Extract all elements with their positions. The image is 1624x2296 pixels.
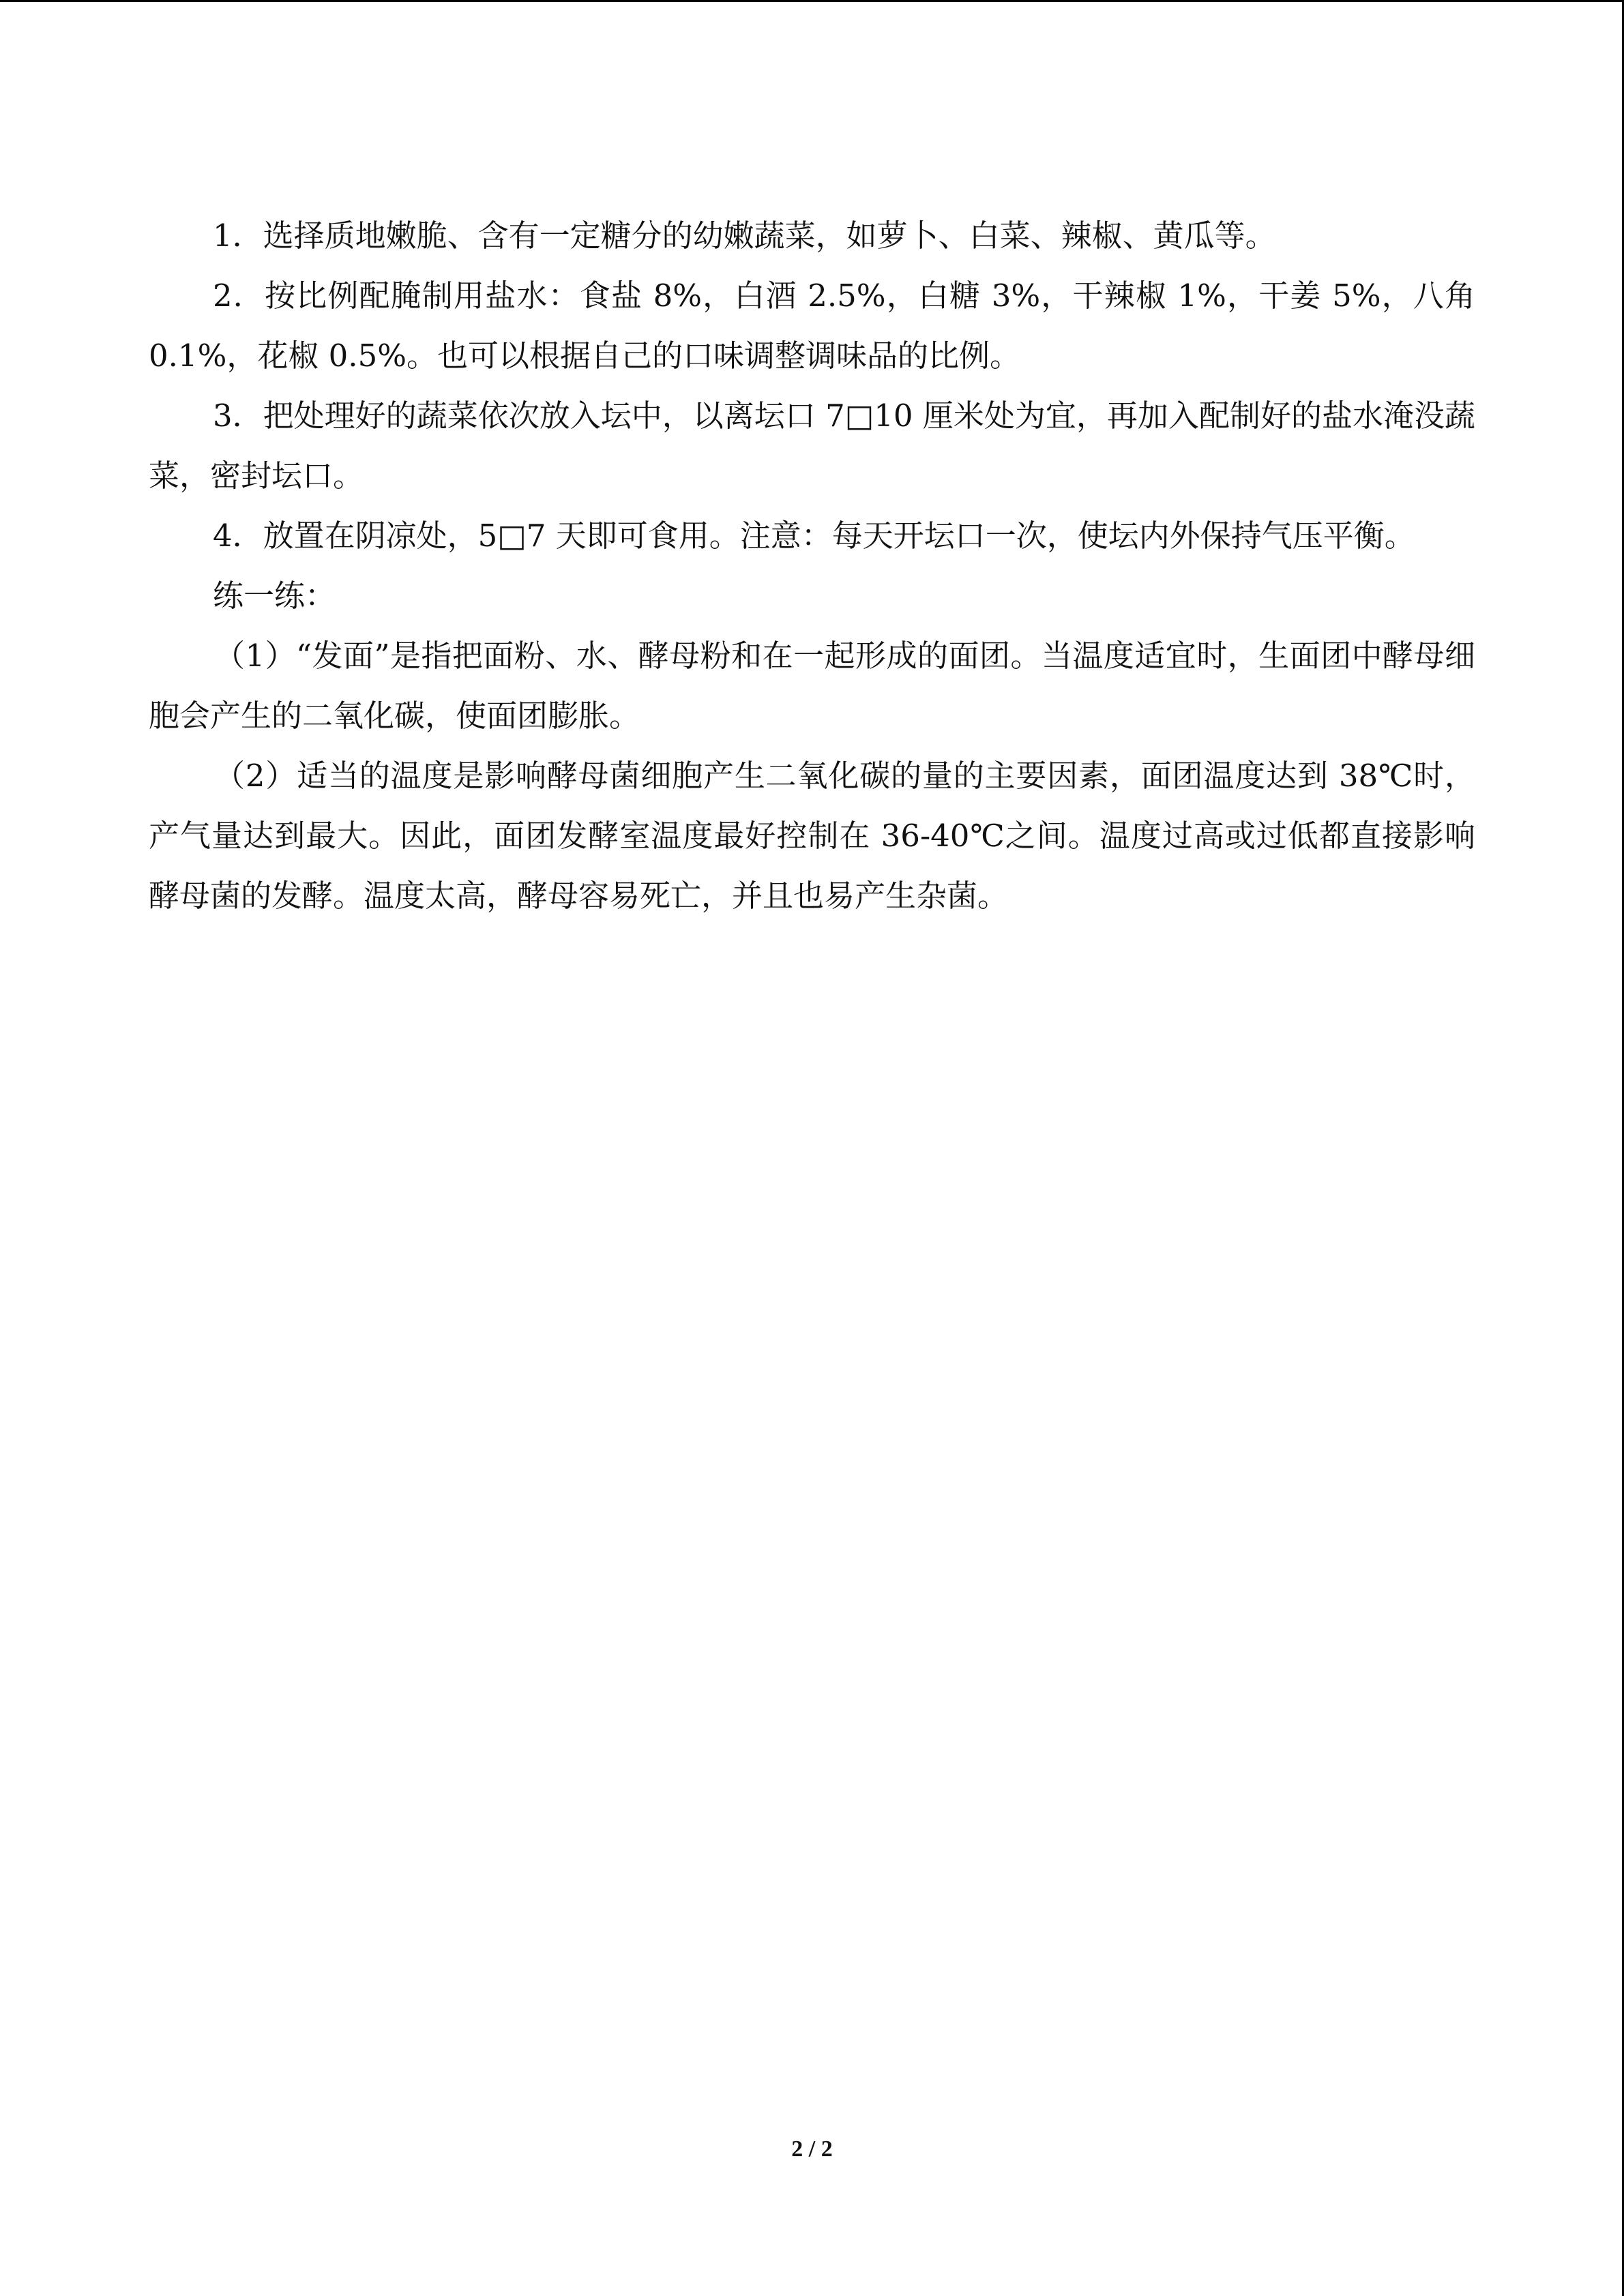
paragraph-practice-2: （2）适当的温度是影响酵母菌细胞产生二氧化碳的量的主要因素，面团温度达到 38℃时，产气量达到最大。因此，面团发酵室温度最好控制在 36-40℃之间。温度过高或过低都直接影响酵母菌的发酵。温度太高，酵母容易死亡，并且也易产生杂菌。 [149,758,1475,914]
paragraph-step-1: 1．选择质地嫩脆、含有一定糖分的幼嫩蔬菜，如萝卜、白菜、辣椒、黄瓜等。 [213,218,1276,254]
paragraph-practice-1: （1）“发面”是指把面粉、水、酵母粉和在一起形成的面团。当温度适宜时，生面团中酵母细胞会产生的二氧化碳，使面团膨胀。 [149,638,1475,734]
paragraph-step-3: 3．把处理好的蔬菜依次放入坛中，以离坛口 7□10 厘米处为宜，再加入配制好的盐水淹没蔬菜，密封坛口。 [149,398,1475,494]
document-body [149,206,1475,926]
page-number: 2 / 2 [791,2136,833,2162]
practice-heading: 练一练： [213,578,336,614]
paragraph-step-4: 4．放置在阴凉处，5□7 天即可食用。注意：每天开坛口一次，使坛内外保持气压平衡。 [213,518,1415,554]
page-border-top [0,0,1624,2]
paragraph-step-2: 2．按比例配腌制用盐水：食盐 8%，白酒 2.5%，白糖 3%，干辣椒 1%，干姜 5%，八角 0.1%，花椒 0.5%。也可以根据自己的口味调整调味品的比例。 [149,278,1475,374]
